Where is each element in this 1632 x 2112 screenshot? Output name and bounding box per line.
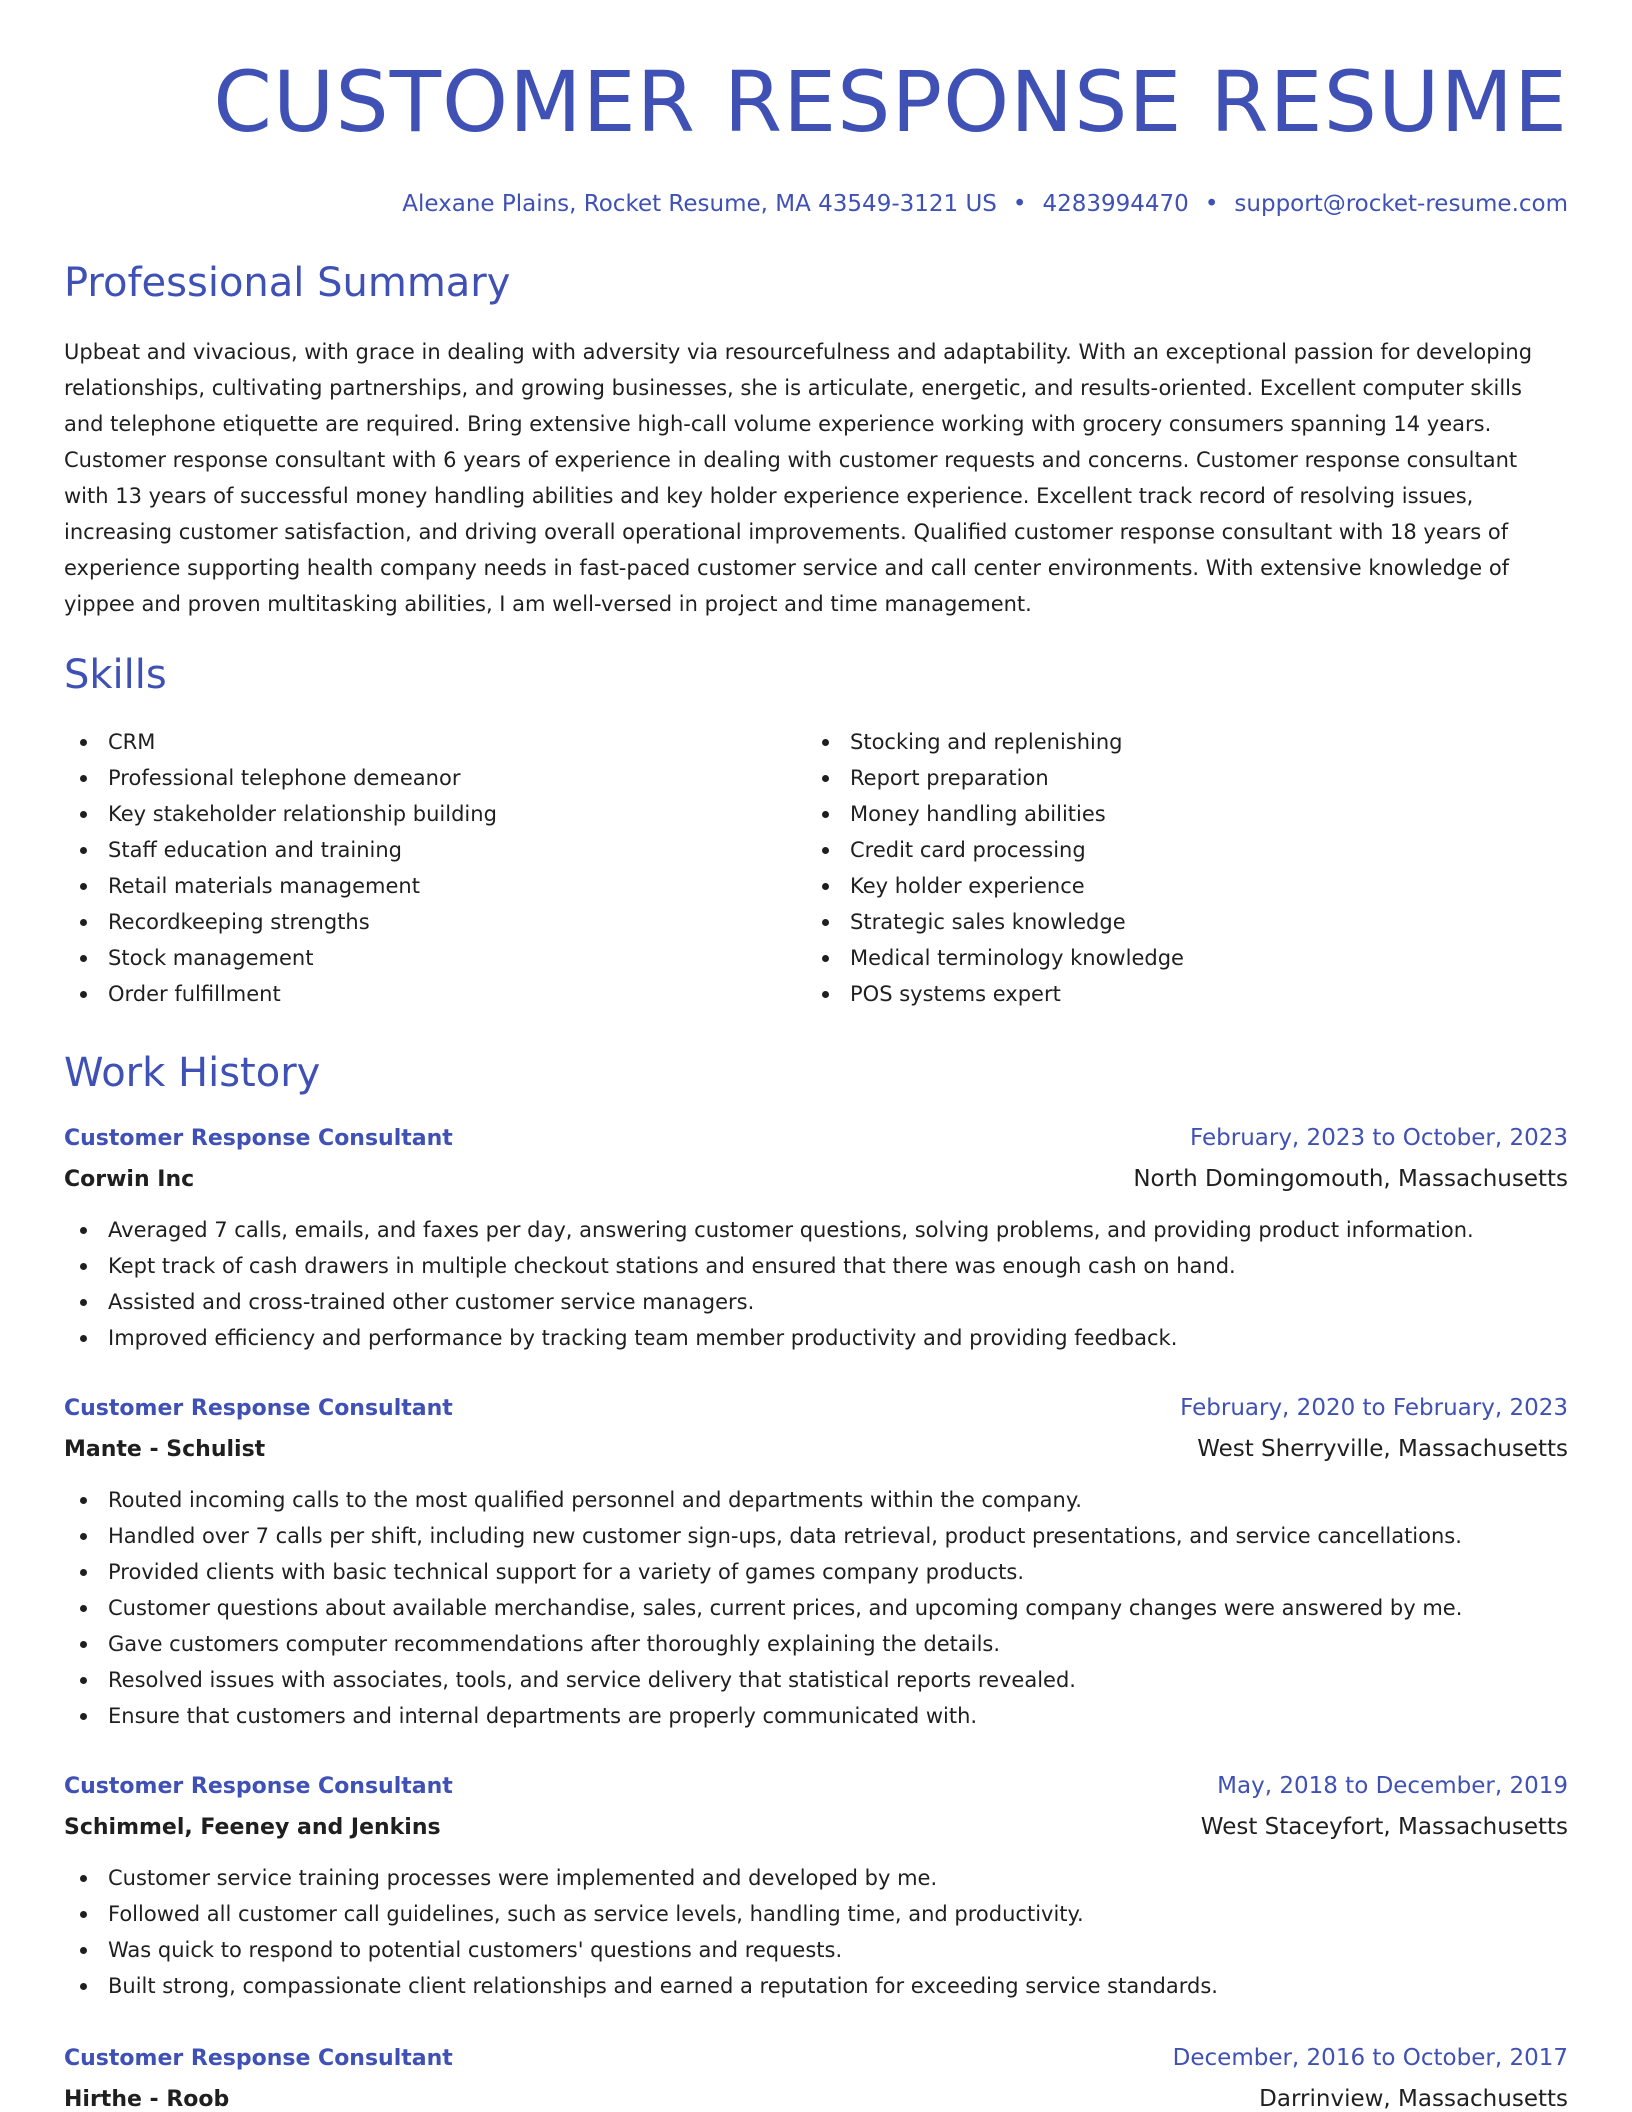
section-title-work-history: Work History: [64, 1050, 321, 1096]
job-bullet: Gave customers computer recommendations after thoroughly explaining the details.: [64, 1626, 1568, 1662]
skill-item: CRM: [64, 724, 806, 760]
job-bullet: Improved efficiency and performance by tracking team member productivity and providing feedback.: [64, 1320, 1568, 1356]
skill-item: Report preparation: [806, 760, 1548, 796]
contact-address: Alexane Plains, Rocket Resume, MA 43549-3121 US: [402, 191, 997, 217]
job-location: West Sherryville, Massachusetts: [1197, 1436, 1568, 1462]
skills-column-right: [806, 724, 1548, 1012]
job-title: Customer Response Consultant: [64, 2046, 453, 2071]
skill-item: Medical terminology knowledge: [806, 940, 1548, 976]
summary-text: Upbeat and vivacious, with grace in dealing with adversity via resourcefulness and adaptability. With an exceptional passion for developing relationships, cultivating partnerships, and growing businesses, she is articulate, energetic, and results-oriented. Excellent computer skills and telephone etiquette are required. Bring extensive high-call volume experience working with grocery consumers spanning 14 years. Customer response consultant with 6 years of experience in dealing with customer requests and concerns. Customer response consultant with 13 years of successful money handling abilities and key holder experience experience. Excellent track record of resolving issues, increasing customer satisfaction, and driving overall operational improvements. Qualified customer response consultant with 18 years of experience supporting health company needs in fast-paced customer service and call center environments. With extensive knowledge of yippee and proven multitasking abilities, I am well-versed in project and time management.: [64, 340, 1533, 616]
job-bullet: Handled over 7 calls per shift, including new customer sign-ups, data retrieval, product presentations, and service cancellations.: [64, 1518, 1568, 1554]
job-dates: December, 2016 to October, 2017: [1172, 2045, 1568, 2071]
resume-page: [64, 0, 1568, 2112]
job-dates: May, 2018 to December, 2019: [1217, 1773, 1568, 1799]
job-bullet: Routed incoming calls to the most qualified personnel and departments within the company.: [64, 1482, 1568, 1518]
skill-item: POS systems expert: [806, 976, 1548, 1012]
job-company-row: [64, 1807, 1568, 1848]
job-company-row: [64, 1429, 1568, 1470]
job-bullet: Ensure that customers and internal departments are properly communicated with.: [64, 1698, 1568, 1734]
job-header-row: [64, 2038, 1568, 2079]
skill-item: Stocking and replenishing: [806, 724, 1548, 760]
job-company-row: [64, 2079, 1568, 2112]
job-entry: [64, 1388, 1568, 1734]
skill-item: Recordkeeping strengths: [64, 904, 806, 940]
separator-dot: •: [1204, 191, 1219, 217]
job-dates: February, 2020 to February, 2023: [1180, 1395, 1568, 1421]
job-bullet: Provided clients with basic technical support for a variety of games company products.: [64, 1554, 1568, 1590]
job-title: Customer Response Consultant: [64, 1396, 453, 1421]
job-bullet: Built strong, compassionate client relationships and earned a reputation for exceeding service standards.: [64, 1968, 1568, 2004]
job-bullets: [64, 1212, 1568, 1356]
job-company: Schimmel, Feeney and Jenkins: [64, 1815, 441, 1840]
skill-item: Key stakeholder relationship building: [64, 796, 806, 832]
job-entry: [64, 2038, 1568, 2112]
job-entry: [64, 1766, 1568, 2004]
job-bullets: [64, 1860, 1568, 2004]
job-bullet: Kept track of cash drawers in multiple checkout stations and ensured that there was enough cash on hand.: [64, 1248, 1568, 1284]
job-bullet: Was quick to respond to potential customers' questions and requests.: [64, 1932, 1568, 1968]
job-company: Corwin Inc: [64, 1167, 195, 1192]
job-company-row: [64, 1159, 1568, 1200]
job-location: Darrinview, Massachusetts: [1259, 2086, 1568, 2112]
job-header-row: [64, 1118, 1568, 1159]
contact-line: [64, 188, 1568, 220]
skill-item: Stock management: [64, 940, 806, 976]
job-company: Mante - Schulist: [64, 1437, 266, 1462]
job-bullet: Customer service training processes were implemented and developed by me.: [64, 1860, 1568, 1896]
job-company: Hirthe - Roob: [64, 2087, 230, 2112]
job-title: Customer Response Consultant: [64, 1126, 453, 1151]
skill-item: Staff education and training: [64, 832, 806, 868]
skill-item: Professional telephone demeanor: [64, 760, 806, 796]
skills-column-left: [64, 724, 806, 1012]
job-bullets: [64, 1482, 1568, 1734]
job-location: West Staceyfort, Massachusetts: [1200, 1814, 1568, 1840]
separator-dot: •: [1012, 191, 1027, 217]
contact-phone: 4283994470: [1042, 191, 1189, 217]
job-title: Customer Response Consultant: [64, 1774, 453, 1799]
skills-list: [64, 724, 1568, 1012]
job-header-row: [64, 1388, 1568, 1429]
resume-title: CUSTOMER RESPONSE RESUME: [213, 53, 1568, 151]
job-entry: [64, 1118, 1568, 1356]
job-location: North Domingomouth, Massachusetts: [1133, 1166, 1568, 1192]
job-bullet: Followed all customer call guidelines, such as service levels, handling time, and productivity.: [64, 1896, 1568, 1932]
skill-item: Key holder experience: [806, 868, 1548, 904]
skill-item: Credit card processing: [806, 832, 1548, 868]
job-header-row: [64, 1766, 1568, 1807]
job-dates: February, 2023 to October, 2023: [1190, 1125, 1568, 1151]
job-bullet: Customer questions about available merchandise, sales, current prices, and upcoming company changes were answered by me.: [64, 1590, 1568, 1626]
skill-item: Retail materials management: [64, 868, 806, 904]
section-title-skills: Skills: [64, 652, 167, 698]
job-bullet: Resolved issues with associates, tools, and service delivery that statistical reports revealed.: [64, 1662, 1568, 1698]
skill-item: Money handling abilities: [806, 796, 1548, 832]
skill-item: Order fulfillment: [64, 976, 806, 1012]
job-bullet: Averaged 7 calls, emails, and faxes per day, answering customer questions, solving problems, and providing product information.: [64, 1212, 1568, 1248]
section-title-summary: Professional Summary: [64, 260, 511, 306]
job-bullet: Assisted and cross-trained other customer service managers.: [64, 1284, 1568, 1320]
skill-item: Strategic sales knowledge: [806, 904, 1548, 940]
contact-email[interactable]: support@rocket-resume.com: [1234, 191, 1568, 217]
